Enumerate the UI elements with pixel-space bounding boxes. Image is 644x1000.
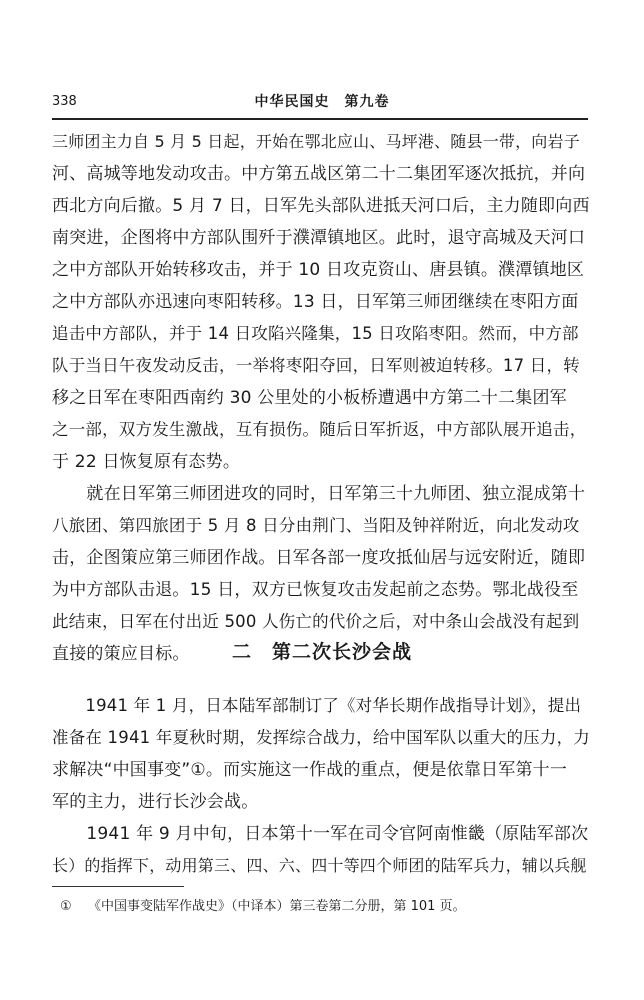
footnote-rule [52,886,184,887]
text-line: 军的主力，进行长沙会战。 [52,792,259,812]
text-line: 为中方部队击退。15 日，双方已恢复攻击发起前之态势。鄂北战役至 [52,580,579,600]
text-line: 准备在 1941 年夏秋时期，发挥综合战力，给中国军队以重大的压力，力 [52,728,590,747]
text-line: 就在日军第三师团进攻的同时，日军第三十九师团、独立混成第十 [52,484,586,504]
text-line: 之中方部队开始转移攻击，并于 10 日攻克资山、唐县镇。濮潭镇地区 [52,260,585,280]
section-heading: 二 第二次长沙会战 [231,641,412,663]
text-line: 河、高城等地发动攻击。中方第五战区第二十二集团军逐次抵抗，并向 [52,164,586,184]
text-line: 之一部，双方发生激战，互有损伤。随后日军折返，中方部队展开追击， [52,420,587,439]
text-line: 追击中方部队，并于 14 日攻陷兴隆集，15 日攻陷枣阳。然而，中方部 [52,324,579,343]
text-line: 三师团主力自 5 月 5 日起，开始在鄂北应山、马坪港、随县一带，向岩子 [52,132,580,151]
running-header [52,92,592,116]
text-line: 于 22 日恢复原有态势。 [52,452,241,472]
text-line: 西北方向后撤。5 月 7 日，日军先头部队进抵天河口后，主力随即向西 [52,196,590,216]
text-line: 之中方部队亦迅速向枣阳转移。13 日，日军第三师团继续在枣阳方面 [52,292,579,312]
text-line: 击，企图策应第三师团作战。日军各部一度攻抵仙居与远安附近，随即 [52,548,586,568]
text-line: 求解决“中国事变”①。而实施这一作战的重点，便是依靠日军第十一 [52,760,568,780]
footnote [60,896,466,918]
text-line: 此结束，日军在付出近 500 人伤亡的代价之后，对中条山会战没有起到 [52,612,580,631]
text-line: 队于当日午夜发动反击，一举将枣阳夺回，日军则被迫转移。17 日，转 [52,356,580,375]
text-line: 八旅团、第四旅团于 5 月 8 日分由荆门、当阳及钟祥附近，向北发动攻 [52,516,580,535]
body-text-block-1 [52,126,592,670]
text-line: 南突进，企图将中方部队围歼于濮潭镇地区。此时，退守高城及天河口 [52,228,586,248]
footnote-mark: ① [60,899,72,914]
text-line: 直接的策应目标。 [52,644,190,664]
footnote-text: 《中国事变陆军作战史》（中译本）第三卷第二分册，第 101 页。 [88,899,466,914]
text-line: 1941 年 1 月，日本陆军部制订了《对华长期作战指导计划》，提出 [52,696,582,715]
text-line: 移之日军在枣阳西南约 30 公里处的小板桥遭遇中方第二十二集团军 [52,388,567,408]
header-rule [52,118,588,120]
running-title: 中华民国史 第九卷 [254,94,390,110]
text-line: 长）的指挥下，动用第三、四、六、四十等四个师团的陆军兵力，辅以兵舰 [52,856,587,875]
page-number: 338 [52,94,77,109]
text-line: 1941 年 9 月中旬，日本第十一军在司令官阿南惟畿（原陆军部次 [52,824,589,844]
body-text-block-2 [52,690,592,882]
